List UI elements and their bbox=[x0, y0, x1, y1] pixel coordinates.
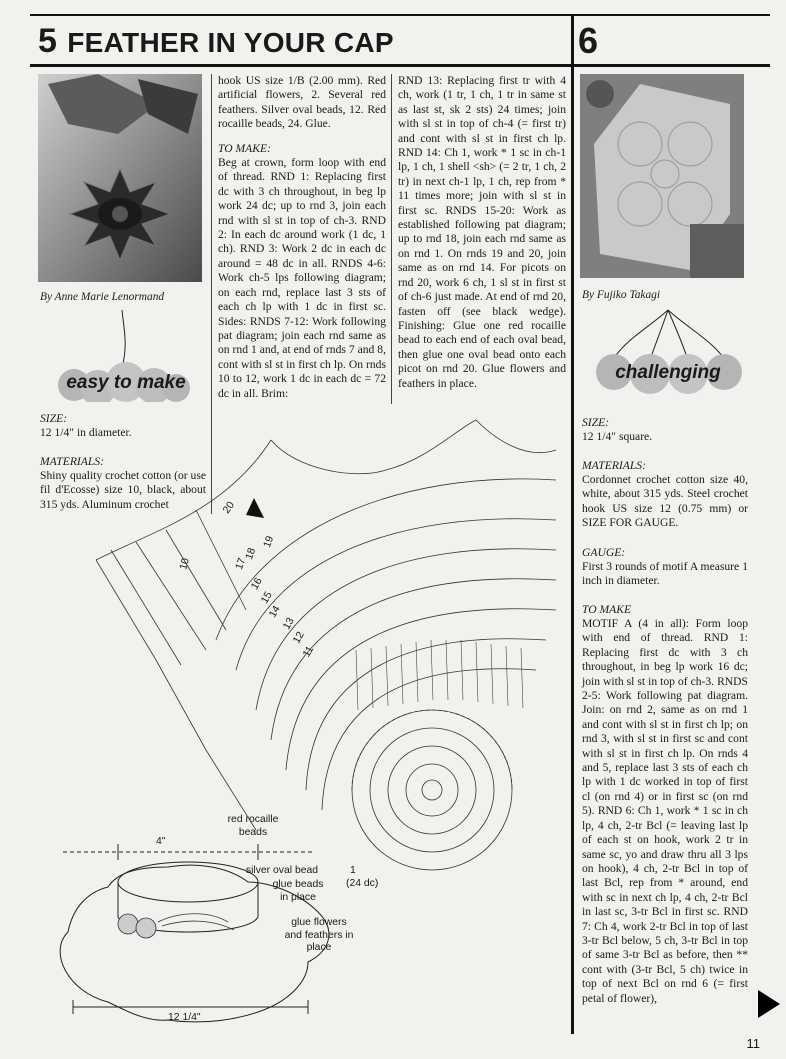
round-label-19: 19 bbox=[261, 534, 277, 550]
doily-photo bbox=[580, 74, 744, 278]
glue-flowers-label: glue flowers and feathers in place bbox=[284, 917, 354, 953]
section-divider bbox=[571, 14, 574, 1034]
rocaille-label: red rocaille beads bbox=[227, 814, 279, 838]
size-label-5: SIZE: bbox=[40, 412, 68, 425]
round-label-10: 10 bbox=[178, 557, 192, 572]
instructions-col-2 bbox=[218, 74, 386, 401]
hat-photo bbox=[38, 74, 202, 282]
round-label-18: 18 bbox=[243, 546, 259, 562]
instructions-col-3 bbox=[398, 74, 566, 391]
brim-width-label: 12 1/4" bbox=[168, 1012, 201, 1023]
challenging-badge bbox=[588, 308, 748, 400]
pattern5-header bbox=[38, 22, 394, 61]
round-label-13: 13 bbox=[281, 616, 297, 632]
silver-bead-label: silver oval bead bbox=[245, 865, 319, 876]
header-bottom-rule bbox=[30, 64, 770, 67]
continue-arrow-icon bbox=[758, 990, 780, 1018]
crown-width-label: 4" bbox=[156, 836, 166, 847]
motif-a-instructions: MOTIF A (4 in all): Form loop with end of thread. RND 1: Replacing first dc with 3 ch throughout, in beg lp work 16 dc; join with sl st in top of ch-3. RNDS 2-5: Work following pat diagram. Join: on rnd 2, same as on rnd 1 and cont with sl st in first ch lp; on rnd 3, with sl st in first sc and cont with sl st in first ch lp. On rnds 4 and 5, replace last 3 sts of each ch lp with 1 dc worked in top of first cl (on rnd 4) or in first sc (on rnd 5). RND 6: Ch 1, work * 1 sc in ch lp, 4 ch, 2-tr Bcl (= leaving last lp of each st on hook, work 2 tr in same sc, yo and draw thru all 3 lps on hook), 4 ch, 2-tr Bcl in top of last Bcl, rep from * around, end with sc in next ch lp, 4 ch, 2-tr Bcl in last sc, 3-tr Bcl in first sc. RND 7: Ch 4, work 2-tr Bcl in top of last 3-tr Bcl below, 5 ch, 3-tr Bcl in top of same 3-tr Bcl as before, then ** cont with (3-tr Bcl, 5 ch) twice in top of next Bcl on rnd 6 (= first petal of flower), bbox=[582, 617, 748, 1005]
page-number: 11 bbox=[746, 1036, 760, 1051]
gauge-label-6: GAUGE: bbox=[582, 546, 626, 559]
round-label-14: 14 bbox=[267, 604, 283, 620]
center-note: (24 dc) bbox=[346, 878, 379, 889]
pattern5-number: 5 bbox=[38, 22, 58, 60]
header-top-rule bbox=[30, 14, 770, 16]
round-label-12: 12 bbox=[291, 630, 307, 646]
to-make-label-6: TO MAKE bbox=[582, 603, 632, 616]
size-text-5: 12 1/4" in diameter. bbox=[40, 426, 132, 439]
gauge-text-6: First 3 rounds of motif A measure 1 inch in diameter. bbox=[582, 560, 748, 588]
round-label-1: 1 bbox=[350, 865, 356, 876]
to-make-label-5: TO MAKE: bbox=[218, 141, 271, 155]
designer-credit-5: By Anne Marie Lenormand bbox=[40, 291, 165, 303]
pattern5-title: FEATHER IN YOUR CAP bbox=[67, 27, 394, 58]
pattern6-number: 6 bbox=[578, 20, 599, 61]
round-label-16: 16 bbox=[249, 576, 265, 592]
glue-beads-label: glue beads in place bbox=[272, 879, 324, 903]
round-label-17: 17 bbox=[233, 556, 249, 572]
size-label-6: SIZE: bbox=[582, 416, 610, 429]
materials-continued: hook US size 1/B (2.00 mm). Red artificial flowers, 2. Several red feathers. Silver oval beads, 12. Red rocaille beads, 24. Glue. bbox=[218, 74, 386, 131]
round-label-11: 11 bbox=[301, 644, 317, 660]
designer-credit-6: By Fujiko Takagi bbox=[582, 289, 661, 301]
col-divider-2 bbox=[391, 74, 392, 404]
materials-text-5: Shiny quality crochet cotton (or use fil d'Ecosse) size 10, black, about 315 yds. Aluminum crochet bbox=[40, 469, 206, 511]
round-label-15: 15 bbox=[259, 590, 275, 606]
materials-label-6: MATERIALS: bbox=[582, 459, 646, 472]
materials-text-6: Cordonnet crochet cotton size 40, white, about 315 yds. Steel crochet hook US size 12 (0.75 mm) or SIZE FOR GAUGE. bbox=[582, 473, 748, 530]
round-label-20: 20 bbox=[221, 499, 237, 516]
challenging-label: challenging bbox=[615, 362, 721, 383]
materials-label-5: MATERIALS: bbox=[40, 455, 104, 468]
easy-to-make-badge bbox=[38, 310, 206, 402]
instructions-rounds-1-12: Beg at crown, form loop with end of thread. RND 1: Replacing first dc with 3 ch throughout, in beg lp work 24 dc; up to rnd 3, join each rnd with sl st in top of ch-3. RND 2: In each dc around work (1 dc, 1 ch). RND 3: Work 2 dc in each dc around = 48 dc in all. RNDS 4-6: Work ch-5 lps following diagram; on each rnd, replace last 3 sts of each ch lp with 1 dc in first sc. Sides: RNDS 7-12: Work following pat diagram; join each rnd same as on rnd 1 and, at end of rnds 7 and 8, cont with sl st in first ch lp. On rnds 10 to 12, work 1 dc in each dc = 72 dc in all. Brim: bbox=[218, 156, 386, 400]
size-text-6: 12 1/4" square. bbox=[582, 430, 653, 443]
easy-to-make-label: easy to make bbox=[66, 372, 186, 393]
instructions-rounds-13-20: RND 13: Replacing first tr with 4 ch, work (1 tr, 1 ch, 1 tr in same st as last st, sk 2 sts) 24 times; join with sl st in top of ch-4 (= first tr) and cont with sl st in first ch lp. RND 14: Ch 1, work * 1 sc in ch-1 lp, 1 ch, 1 shell <sh> (= 2 tr, 1 ch, 2 tr) in next ch-1 lp, 1 ch, rep from * 11 times more; join with sl st in first sc. RNDS 15-20: Work as established following pat diagram; up to rnd 18, join each rnd same as on rnd 1. On rnds 19 and 20, join same as on rnd 14. For picots on rnd 20, work 6 ch, 1 sl st in first st of ch-6 just made. At end of rnd 20, fasten off (see black wedge). Finishing: Glue one red rocaille bead to each end of each oval bead, then glue one oval bead onto each picot on rnd 20. Glue flowers and feathers in place. bbox=[398, 74, 566, 390]
